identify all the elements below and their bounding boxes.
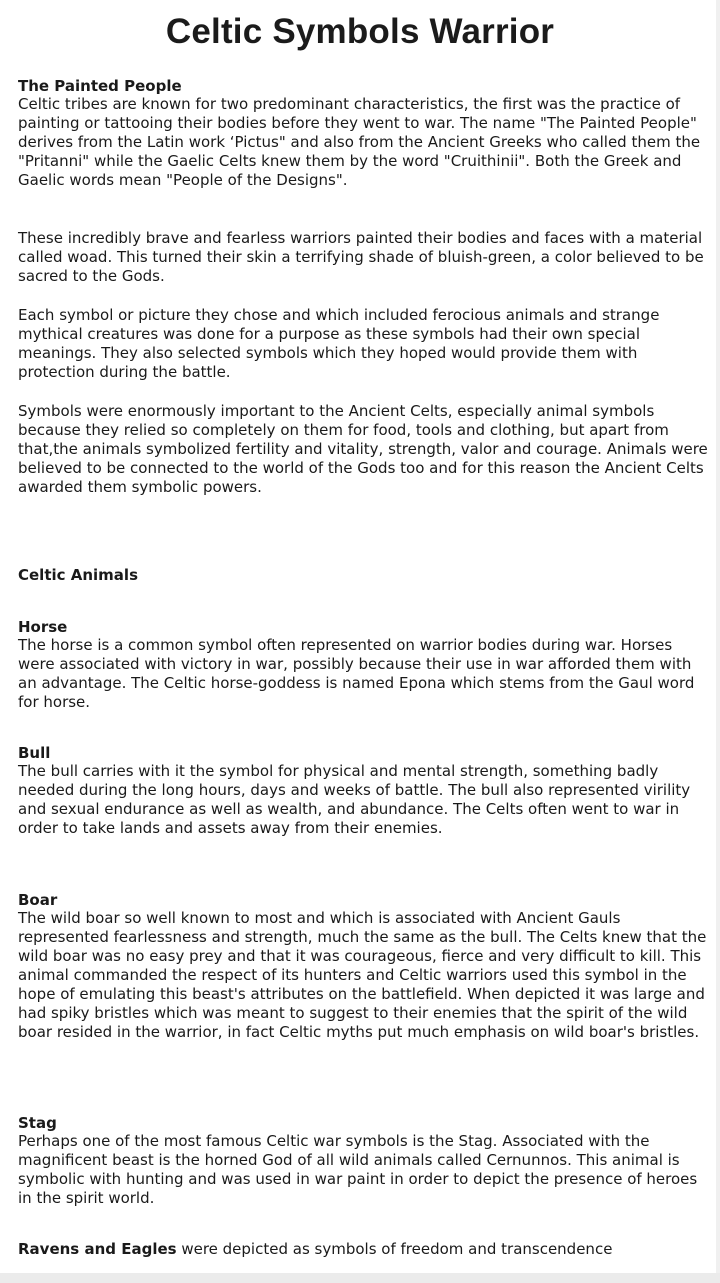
paragraph-boar [18,909,708,1042]
inline-heading-ravens-eagles: Ravens and Eagles [18,1240,177,1258]
section-heading-stag: Stag [18,1114,57,1132]
paragraph-text: Symbols were enormously important to the Ancient Celts, especially animal symbols because they relied so completely on them for food, tools and clothing, but apart from that,the animals symbolized fertility and vitality, strength, valor and courage. Animals were believed to be connected to the world of the Gods too and for this reason the Ancient Celts awarded them symbolic powers. [18,402,708,496]
paragraph-text: These incredibly brave and fearless warriors painted their bodies and faces with a material called woad. This turned their skin a terrifying shade of bluish-green, a color believed to be sacred to the Gods. [18,229,704,285]
paragraph-text: Perhaps one of the most famous Celtic war symbols is the Stag. Associated with the magnificent beast is the horned God of all wild animals called Cernunnos. This animal is symbolic with hunting and was used in war paint in order to depict the presence of heroes in the spirit world. [18,1132,698,1207]
ravens-eagles-text: were depicted as symbols of freedom and transcendence [176,1240,613,1258]
scan-edge-bottom [0,1273,720,1283]
paragraph-painted-people-3 [18,306,708,382]
paragraph-text: Celtic tribes are known for two predominant characteristics, the first was the practice of painting or tattooing their bodies before they went to war. The name "The Painted People" derives from the Latin work ‘Pictus" and also from the Ancient Greeks who called them the "Pritanni" while the Gaelic Celts knew them by the word "Cruithinii". Both the Greek and Gaelic words mean "People of the Designs". [18,95,701,189]
section-heading-painted-people: The Painted People [18,77,182,95]
paragraph-text: The bull carries with it the symbol for physical and mental strength, something badly needed during the long hours, days and weeks of battle. The bull also represented virility and sexual endurance as well as wealth, and abundance. The Celts often went to war in order to take lands and assets away from their enemies. [18,762,691,837]
paragraph-painted-people-4 [18,402,708,497]
paragraph-text [18,1240,708,1259]
scan-edge-right [716,0,720,1283]
paragraph-stag [18,1132,708,1208]
paragraph-horse [18,636,708,712]
page-title: Celtic Symbols Warrior [165,12,555,51]
paragraph-text: The horse is a common symbol often represented on warrior bodies during war. Horses were associated with victory in war, possibly because their use in war afforded them with an advantage. The Celtic horse-goddess is named Epona which stems from the Gaul word for horse. [18,636,695,711]
paragraph-ravens-eagles [18,1240,708,1259]
paragraph-text: Each symbol or picture they chose and which included ferocious animals and strange mythical creatures was done for a purpose as these symbols had their own special meanings. They also selected symbols which they hoped would provide them with protection during the battle. [18,306,660,381]
section-heading-horse: Horse [18,618,68,636]
section-heading-celtic-animals: Celtic Animals [18,566,138,584]
paragraph-painted-people-2 [18,229,708,286]
paragraph-bull [18,762,708,838]
paragraph-painted-people-1 [18,95,708,190]
section-heading-boar: Boar [18,891,58,909]
paragraph-text: The wild boar so well known to most and which is associated with Ancient Gauls represented fearlessness and strength, much the same as the bull. The Celts knew that the wild boar was no easy prey and that it was courageous, fierce and very difficult to kill. This animal commanded the respect of its hunters and Celtic warriors used this symbol in the hope of emulating this beast's attributes on the battlefield. When depicted it was large and had spiky bristles which was meant to suggest to their enemies that the spirit of the wild boar resided in the warrior, in fact Celtic myths put much emphasis on wild boar's bristles. [18,909,707,1041]
section-heading-bull: Bull [18,744,51,762]
